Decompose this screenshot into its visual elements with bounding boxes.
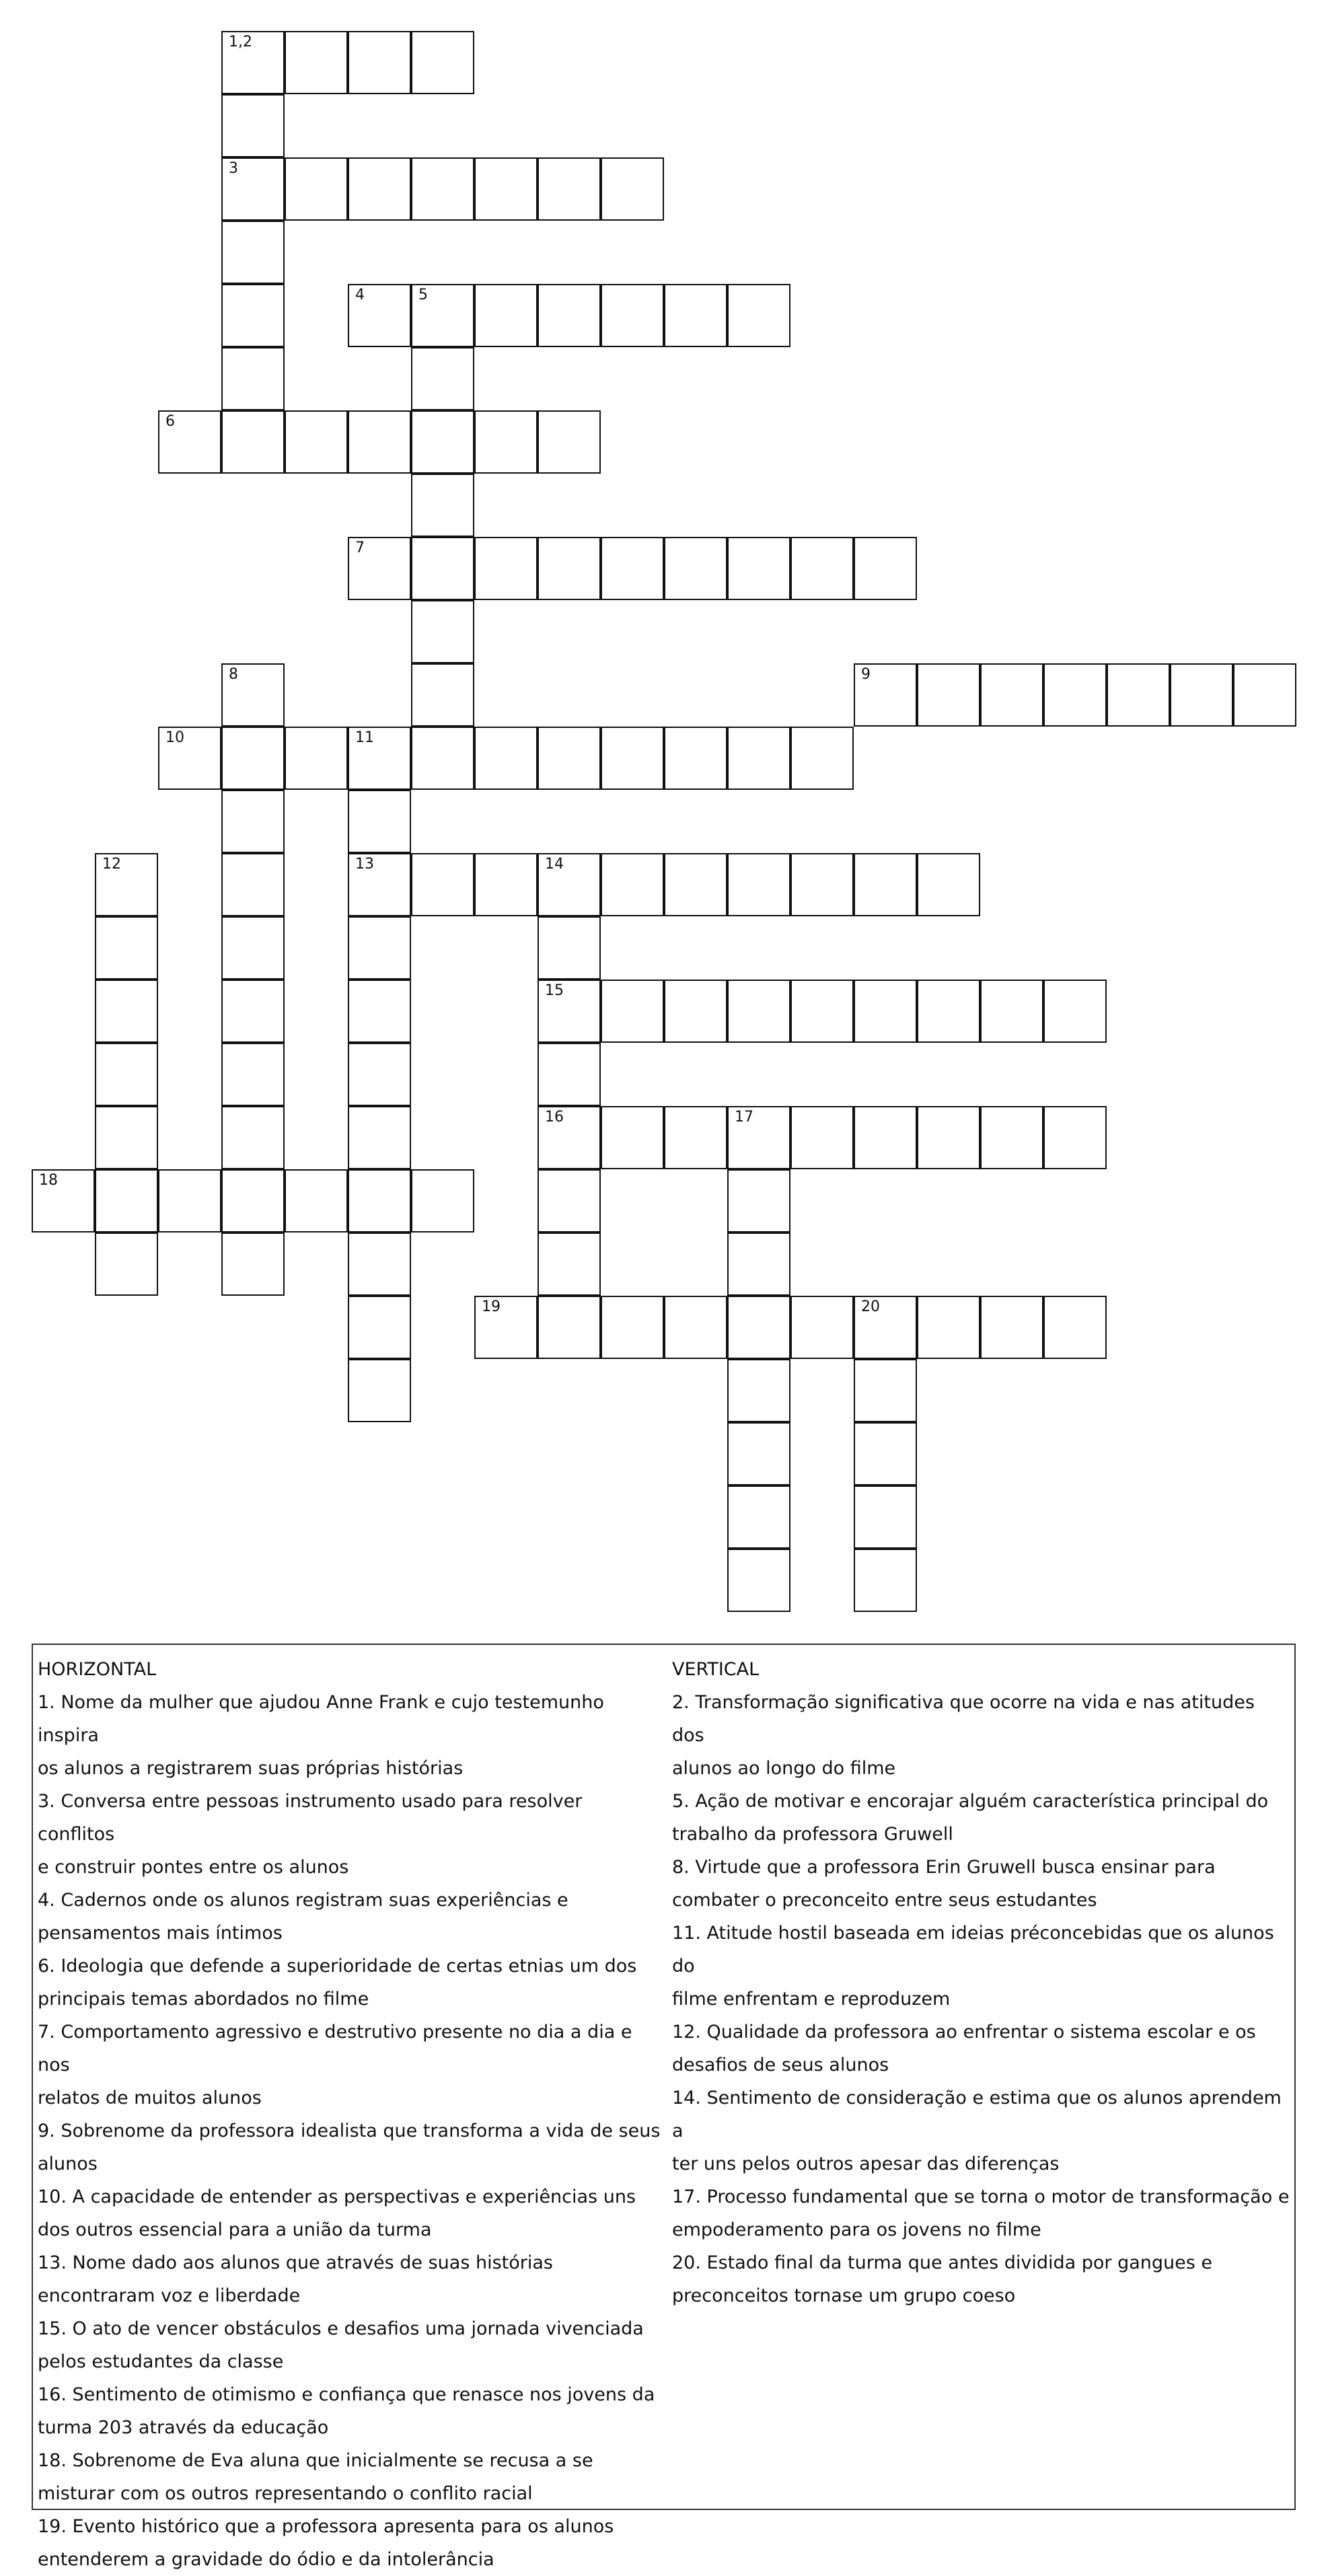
horizontal-clue-line: encontraram voz e liberdade: [38, 2285, 301, 2306]
crossword-cell[interactable]: [790, 1296, 854, 1359]
crossword-cell[interactable]: [538, 916, 601, 980]
clue-number: 16: [545, 1109, 564, 1126]
horizontal-clue-line: 9. Sobrenome da professora idealista que transforma a vida de seus: [38, 2121, 661, 2141]
horizontal-clues: [38, 1653, 663, 2576]
horizontal-clue-line: principais temas abordados no filme: [38, 1989, 369, 2010]
crossword-cell[interactable]: [411, 31, 474, 94]
vertical-clue-line: alunos ao longo do filme: [672, 1758, 896, 1779]
horizontal-clue-line: 7. Comportamento agressivo e destrutivo presente no dia a dia e nos: [38, 2022, 632, 2075]
crossword-cell[interactable]: [664, 537, 727, 600]
crossword-cell[interactable]: [790, 980, 854, 1043]
crossword-cell[interactable]: [854, 1549, 917, 1612]
crossword-cell[interactable]: [980, 980, 1043, 1043]
horizontal-clue-line: 19. Evento histórico que a professora apresenta para os alunos: [38, 2516, 614, 2537]
crossword-cell[interactable]: [727, 1485, 790, 1549]
horizontal-title: HORIZONTAL: [38, 1659, 157, 1680]
vertical-clue-line: ter uns pelos outros apesar das diferenças: [672, 2154, 1060, 2174]
crossword-cell[interactable]: [348, 31, 411, 94]
vertical-clue-line: trabalho da professora Gruwell: [672, 1824, 953, 1845]
crossword-cell[interactable]: [601, 537, 664, 600]
crossword-cell[interactable]: [221, 790, 285, 853]
horizontal-clue-line: turma 203 através da educação: [38, 2417, 329, 2438]
crossword-cell[interactable]: [285, 727, 348, 790]
crossword-cell[interactable]: [221, 410, 285, 474]
clue-number: 18: [39, 1172, 58, 1189]
crossword-cell[interactable]: [601, 980, 664, 1043]
crossword-cell[interactable]: [474, 1296, 538, 1359]
crossword-cell[interactable]: [1043, 663, 1107, 727]
clue-number: 15: [545, 982, 564, 999]
clue-number: 5: [418, 287, 428, 303]
clue-number: 3: [229, 160, 238, 177]
horizontal-clue-line: pelos estudantes da classe: [38, 2351, 284, 2372]
crossword-cell[interactable]: [348, 916, 411, 980]
crossword-cell[interactable]: [727, 1232, 790, 1296]
crossword-cell[interactable]: [348, 790, 411, 853]
crossword-cell[interactable]: [348, 1043, 411, 1106]
crossword-cell[interactable]: [664, 1296, 727, 1359]
crossword-cell[interactable]: [854, 663, 917, 727]
crossword-cell[interactable]: [348, 1359, 411, 1422]
crossword-cell[interactable]: [854, 1106, 917, 1169]
clue-number: 20: [861, 1298, 880, 1315]
horizontal-clue-line: 1. Nome da mulher que ajudou Anne Frank e cujo testemunho inspira: [38, 1692, 604, 1746]
vertical-clue-line: combater o preconceito entre seus estudantes: [672, 1890, 1097, 1911]
crossword-cell[interactable]: [727, 1296, 790, 1359]
crossword-cell[interactable]: [727, 537, 790, 600]
crossword-cell[interactable]: [538, 410, 601, 474]
crossword-cell[interactable]: [158, 1169, 221, 1232]
crossword-cell[interactable]: [221, 1043, 285, 1106]
crossword-cell[interactable]: [95, 1043, 158, 1106]
horizontal-clue-line: entenderem a gravidade do ódio e da intolerância: [38, 2549, 494, 2570]
crossword-cell[interactable]: [538, 1106, 601, 1169]
crossword-cell[interactable]: [854, 1359, 917, 1422]
horizontal-clue-line: misturar com os outros representando o conflito racial: [38, 2483, 533, 2504]
crossword-cell[interactable]: [538, 1169, 601, 1232]
crossword-cell[interactable]: [854, 1296, 917, 1359]
horizontal-clue-line: 4. Cadernos onde os alunos registram suas experiências e: [38, 1890, 568, 1911]
clue-number: 9: [861, 666, 871, 683]
vertical-clue-line: 12. Qualidade da professora ao enfrentar o sistema escolar e os: [672, 2022, 1256, 2043]
vertical-clue-line: 17. Processo fundamental que se torna o motor de transformação e: [672, 2186, 1290, 2207]
horizontal-clue-line: 6. Ideologia que defende a superioridade de certas etnias um dos: [38, 1956, 637, 1977]
horizontal-clue-line: relatos de muitos alunos: [38, 2088, 262, 2108]
clue-number: 6: [165, 413, 175, 430]
crossword-cell[interactable]: [348, 980, 411, 1043]
clue-number: 19: [482, 1298, 501, 1315]
crossword-cell[interactable]: [727, 1359, 790, 1422]
crossword-cell[interactable]: [348, 1296, 411, 1359]
crossword-cell[interactable]: [1233, 663, 1296, 727]
crossword-cell[interactable]: [95, 1232, 158, 1296]
horizontal-clue-line: 13. Nome dado aos alunos que através de suas histórias: [38, 2252, 553, 2273]
crossword-cell[interactable]: [854, 1485, 917, 1549]
crossword-cell[interactable]: [348, 410, 411, 474]
horizontal-clue-line: e construir pontes entre os alunos: [38, 1857, 349, 1878]
crossword-cell[interactable]: [221, 1232, 285, 1296]
crossword-cell[interactable]: [854, 853, 917, 916]
crossword-cell[interactable]: [1043, 1106, 1107, 1169]
crossword-cell[interactable]: [538, 853, 601, 916]
crossword-cell[interactable]: [221, 347, 285, 410]
crossword-cell[interactable]: [411, 537, 474, 600]
crossword-cell[interactable]: [411, 663, 474, 727]
crossword-cell[interactable]: [221, 916, 285, 980]
crossword-cell[interactable]: [95, 980, 158, 1043]
clue-number: 11: [355, 729, 374, 746]
crossword-cell[interactable]: [727, 284, 790, 347]
crossword-cell[interactable]: [411, 347, 474, 410]
crossword-cell[interactable]: [980, 663, 1043, 727]
crossword-cell[interactable]: [285, 1169, 348, 1232]
crossword-cell[interactable]: [1043, 980, 1107, 1043]
crossword-cell[interactable]: [221, 663, 285, 727]
crossword-cell[interactable]: [727, 727, 790, 790]
crossword-cell[interactable]: [727, 1106, 790, 1169]
crossword-cell[interactable]: [601, 1296, 664, 1359]
crossword-cell[interactable]: [538, 1232, 601, 1296]
crossword-cell[interactable]: [917, 980, 980, 1043]
vertical-clue-line: 5. Ação de motivar e encorajar alguém característica principal do: [672, 1791, 1269, 1812]
horizontal-clue-line: alunos: [38, 2154, 98, 2174]
crossword-cell[interactable]: [348, 157, 411, 221]
crossword-cell[interactable]: [980, 1106, 1043, 1169]
crossword-cell[interactable]: [474, 853, 538, 916]
crossword-cell[interactable]: [538, 1296, 601, 1359]
vertical-clue-line: 14. Sentimento de consideração e estima que os alunos aprendem a: [672, 2088, 1282, 2141]
crossword-cell[interactable]: [601, 284, 664, 347]
horizontal-clue-line: pensamentos mais íntimos: [38, 1923, 283, 1944]
crossword-cell[interactable]: [411, 284, 474, 347]
crossword-cell[interactable]: [664, 853, 727, 916]
crossword-cell[interactable]: [790, 537, 854, 600]
crossword-cell[interactable]: [790, 1106, 854, 1169]
horizontal-clue-list: [38, 1686, 663, 2576]
crossword-cell[interactable]: [221, 94, 285, 157]
crossword-cell[interactable]: [474, 727, 538, 790]
crossword-cell[interactable]: [221, 853, 285, 916]
crossword-cell[interactable]: [348, 727, 411, 790]
crossword-cell[interactable]: [221, 31, 285, 94]
crossword-cell[interactable]: [32, 1169, 95, 1232]
crossword-cell[interactable]: [601, 1106, 664, 1169]
crossword-cell[interactable]: [664, 284, 727, 347]
vertical-clue-line: empoderamento para os jovens no filme: [672, 2219, 1041, 2240]
crossword-cell[interactable]: [221, 157, 285, 221]
crossword-cell[interactable]: [854, 1422, 917, 1485]
crossword-cell[interactable]: [601, 853, 664, 916]
crossword-cell[interactable]: [727, 1169, 790, 1232]
crossword-cell[interactable]: [95, 1169, 158, 1232]
crossword-cell[interactable]: [538, 1043, 601, 1106]
vertical-clue-list: [672, 1686, 1291, 2312]
crossword-cell[interactable]: [664, 727, 727, 790]
crossword-cell[interactable]: [727, 1422, 790, 1485]
crossword-cell[interactable]: [158, 727, 221, 790]
crossword-cell[interactable]: [790, 727, 854, 790]
crossword-cell[interactable]: [1170, 663, 1233, 727]
vertical-clue-line: filme enfrentam e reproduzem: [672, 1989, 951, 2010]
crossword-cell[interactable]: [158, 410, 221, 474]
crossword-cell[interactable]: [348, 537, 411, 600]
horizontal-clue-line: 15. O ato de vencer obstáculos e desafios uma jornada vivenciada: [38, 2318, 644, 2339]
crossword-cell[interactable]: [95, 1106, 158, 1169]
crossword-cell[interactable]: [474, 537, 538, 600]
crossword-cell[interactable]: [538, 284, 601, 347]
clue-number: 14: [545, 856, 564, 873]
vertical-clue-line: 11. Atitude hostil baseada em ideias préconcebidas que os alunos do: [672, 1923, 1274, 1977]
crossword-cell[interactable]: [411, 410, 474, 474]
crossword-cell[interactable]: [727, 980, 790, 1043]
crossword-cell[interactable]: [1107, 663, 1170, 727]
crossword-cell[interactable]: [411, 157, 474, 221]
crossword-cell[interactable]: [538, 537, 601, 600]
clue-number: 4: [355, 287, 365, 303]
crossword-cell[interactable]: [285, 31, 348, 94]
crossword-cell[interactable]: [285, 157, 348, 221]
crossword-cell[interactable]: [538, 157, 601, 221]
crossword-cell[interactable]: [980, 1296, 1043, 1359]
crossword-cell[interactable]: [348, 284, 411, 347]
crossword-cell[interactable]: [221, 727, 285, 790]
crossword-cell[interactable]: [727, 853, 790, 916]
crossword-cell[interactable]: [95, 853, 158, 916]
vertical-clue-line: desafios de seus alunos: [672, 2055, 889, 2075]
clue-number: 10: [165, 729, 184, 746]
crossword-cell[interactable]: [1043, 1296, 1107, 1359]
clue-number: 12: [102, 856, 121, 873]
crossword-cell[interactable]: [790, 853, 854, 916]
horizontal-clue-line: 3. Conversa entre pessoas instrumento usado para resolver conflitos: [38, 1791, 583, 1845]
horizontal-clue-line: 10. A capacidade de entender as perspectivas e experiências uns: [38, 2186, 636, 2207]
crossword-cell[interactable]: [664, 1106, 727, 1169]
clue-number: 17: [735, 1109, 753, 1126]
crossword-cell[interactable]: [538, 727, 601, 790]
crossword-cell[interactable]: [221, 1169, 285, 1232]
horizontal-clue-line: os alunos a registrarem suas próprias histórias: [38, 1758, 464, 1779]
crossword-cell[interactable]: [285, 410, 348, 474]
vertical-clues: [672, 1653, 1291, 2312]
crossword-cell[interactable]: [854, 537, 917, 600]
crossword-cell[interactable]: [95, 916, 158, 980]
crossword-cell[interactable]: [221, 221, 285, 284]
crossword-cell[interactable]: [221, 284, 285, 347]
crossword-cell[interactable]: [411, 474, 474, 537]
crossword-cell[interactable]: [474, 410, 538, 474]
crossword-cell[interactable]: [411, 1169, 474, 1232]
crossword-cell[interactable]: [664, 980, 727, 1043]
clues-box: [32, 1644, 1296, 2570]
crossword-cell[interactable]: [474, 284, 538, 347]
vertical-clue-line: 20. Estado final da turma que antes dividida por gangues e: [672, 2252, 1213, 2273]
clue-number: 1,2: [229, 34, 252, 50]
crossword-cell[interactable]: [411, 600, 474, 663]
vertical-title: VERTICAL: [672, 1659, 760, 1680]
crossword-cell[interactable]: [348, 1232, 411, 1296]
crossword-cell[interactable]: [348, 853, 411, 916]
crossword-cell[interactable]: [538, 980, 601, 1043]
clue-number: 8: [229, 666, 238, 683]
crossword-cell[interactable]: [474, 157, 538, 221]
crossword-cell[interactable]: [348, 1169, 411, 1232]
vertical-clue-line: 8. Virtude que a professora Erin Gruwell busca ensinar para: [672, 1857, 1216, 1878]
vertical-clue-line: 2. Transformação significativa que ocorre na vida e nas atitudes dos: [672, 1692, 1255, 1746]
clue-number: 13: [355, 856, 374, 873]
crossword-cell[interactable]: [854, 980, 917, 1043]
crossword-cell[interactable]: [221, 980, 285, 1043]
horizontal-clue-line: dos outros essencial para a união da turma: [38, 2219, 432, 2240]
horizontal-clue-line: 16. Sentimento de otimismo e confiança que renasce nos jovens da: [38, 2384, 655, 2405]
crossword-cell[interactable]: [411, 727, 474, 790]
clue-number: 7: [355, 540, 365, 556]
crossword-cell[interactable]: [727, 1549, 790, 1612]
crossword-cell[interactable]: [348, 1106, 411, 1169]
crossword-cell[interactable]: [221, 1106, 285, 1169]
crossword-cell[interactable]: [917, 1106, 980, 1169]
crossword-cell[interactable]: [411, 853, 474, 916]
horizontal-clue-line: 18. Sobrenome de Eva aluna que inicialmente se recusa a se: [38, 2450, 593, 2471]
crossword-cell[interactable]: [601, 727, 664, 790]
crossword-cell[interactable]: [601, 157, 664, 221]
crossword-cell[interactable]: [917, 1296, 980, 1359]
crossword-cell[interactable]: [917, 853, 980, 916]
crossword-cell[interactable]: [917, 663, 980, 727]
vertical-clue-line: preconceitos tornase um grupo coeso: [672, 2285, 1016, 2306]
